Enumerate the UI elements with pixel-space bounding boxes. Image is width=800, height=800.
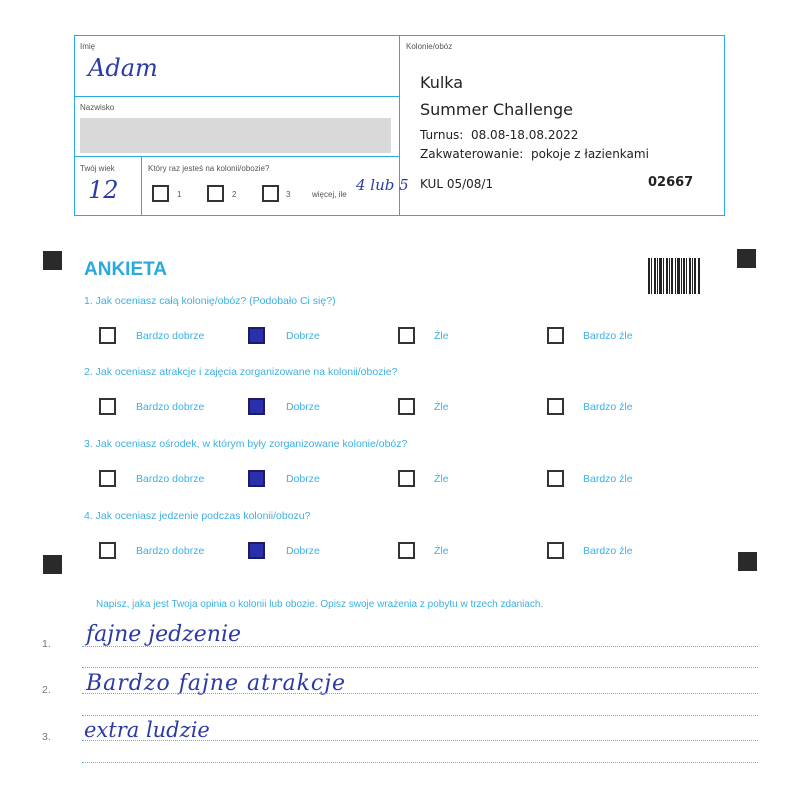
surname-redaction (80, 118, 391, 153)
question-4-checkbox-4[interactable] (547, 542, 564, 559)
registration-marker-top-left (43, 251, 62, 270)
name-label: Imię (80, 42, 96, 51)
times-more-label: więcej, ile (312, 190, 347, 199)
opinion-line-3-text: extra ludzie (84, 718, 210, 742)
camp-turnus: Turnus: 08.08-18.08.2022 (420, 128, 579, 142)
question-2-text: 2. Jak oceniasz atrakcje i zajęcia zorganizowane na kolonii/obozie? (84, 366, 398, 378)
question-1-option-4-label: Bardzo źle (583, 330, 633, 342)
registration-marker-bottom-right (738, 552, 757, 571)
times-option-3: 3 (286, 190, 291, 199)
survey-title: ANKIETA (84, 259, 168, 280)
question-2-option-4-label: Bardzo źle (583, 401, 633, 413)
camp-number: 02667 (648, 175, 694, 190)
camp-code: KUL 05/08/1 (420, 177, 494, 191)
opinion-line-3-number: 3. (42, 731, 51, 743)
question-3-text: 3. Jak oceniasz ośrodek, w którym były zorganizowane kolonie/obóz? (84, 438, 408, 450)
question-4-checkbox-1[interactable] (99, 542, 116, 559)
header-divider-1 (74, 96, 400, 97)
question-4-option-2-label: Dobrze (286, 545, 320, 557)
question-2-checkbox-1[interactable] (99, 398, 116, 415)
opinion-line-2b-dots (82, 715, 758, 716)
question-3-checkbox-3[interactable] (398, 470, 415, 487)
camp-program: Summer Challenge (420, 100, 573, 119)
question-2-checkbox-4[interactable] (547, 398, 564, 415)
times-checkbox-2[interactable] (207, 185, 224, 202)
question-2-checkbox-3[interactable] (398, 398, 415, 415)
header-divider-3 (141, 156, 142, 216)
question-4-option-1-label: Bardzo dobrze (136, 545, 205, 557)
times-more-value: 4 lub 5 (356, 176, 409, 194)
registration-marker-top-right (737, 249, 756, 268)
camp-label: Kolonie/obóz (406, 42, 453, 51)
times-checkbox-1[interactable] (152, 185, 169, 202)
header-divider-2 (74, 156, 400, 157)
surname-label: Nazwisko (80, 103, 115, 112)
question-3-checkbox-4[interactable] (547, 470, 564, 487)
question-1-option-2-label: Dobrze (286, 330, 320, 342)
opinion-line-1-dots (82, 646, 758, 647)
question-3-option-4-label: Bardzo źle (583, 473, 633, 485)
question-2-checkbox-2[interactable] (248, 398, 265, 415)
question-1-checkbox-3[interactable] (398, 327, 415, 344)
times-option-1: 1 (177, 190, 182, 199)
question-3-option-3-label: Źle (434, 473, 449, 485)
opinion-line-2-text: Bardzo fajne atrakcje (86, 671, 347, 696)
opinion-line-1b-dots (82, 667, 758, 668)
question-2-option-3-label: Źle (434, 401, 449, 413)
question-4-option-3-label: Źle (434, 545, 449, 557)
question-1-option-3-label: Źle (434, 330, 449, 342)
opinion-line-2-number: 2. (42, 684, 51, 696)
camp-name: Kulka (420, 73, 464, 92)
question-3-checkbox-2[interactable] (248, 470, 265, 487)
times-option-2: 2 (232, 190, 237, 199)
question-3-option-2-label: Dobrze (286, 473, 320, 485)
times-label: Który raz jesteś na kolonii/obozie? (148, 164, 270, 173)
opinion-line-3b-dots (82, 762, 758, 763)
question-4-checkbox-3[interactable] (398, 542, 415, 559)
question-2-option-2-label: Dobrze (286, 401, 320, 413)
opinion-line-1-text: fajne jedzenie (86, 622, 242, 647)
question-3-checkbox-1[interactable] (99, 470, 116, 487)
question-4-text: 4. Jak oceniasz jedzenie podczas kolonii/obozu? (84, 510, 311, 522)
question-3-option-1-label: Bardzo dobrze (136, 473, 205, 485)
question-4-checkbox-2[interactable] (248, 542, 265, 559)
opinion-line-3-dots (82, 740, 758, 741)
camp-accommodation: Zakwaterowanie: pokoje z łazienkami (420, 147, 649, 161)
question-1-checkbox-4[interactable] (547, 327, 564, 344)
question-2-option-1-label: Bardzo dobrze (136, 401, 205, 413)
question-1-option-1-label: Bardzo dobrze (136, 330, 205, 342)
name-value: Adam (88, 54, 158, 82)
question-1-checkbox-1[interactable] (99, 327, 116, 344)
question-1-text: 1. Jak oceniasz całą kolonię/obóz? (Podobało Ci się?) (84, 295, 336, 307)
opinion-line-1-number: 1. (42, 638, 51, 650)
opinion-line-2-dots (82, 693, 758, 694)
age-label: Twój wiek (80, 164, 115, 173)
barcode-icon (648, 258, 700, 294)
times-checkbox-3[interactable] (262, 185, 279, 202)
question-4-option-4-label: Bardzo źle (583, 545, 633, 557)
age-value: 12 (88, 176, 119, 204)
opinion-prompt: Napisz, jaka jest Twoja opinia o kolonii lub obozie. Opisz swoje wrażenia z pobytu w trzech zdaniach. (96, 599, 544, 610)
registration-marker-bottom-left (43, 555, 62, 574)
question-1-checkbox-2[interactable] (248, 327, 265, 344)
